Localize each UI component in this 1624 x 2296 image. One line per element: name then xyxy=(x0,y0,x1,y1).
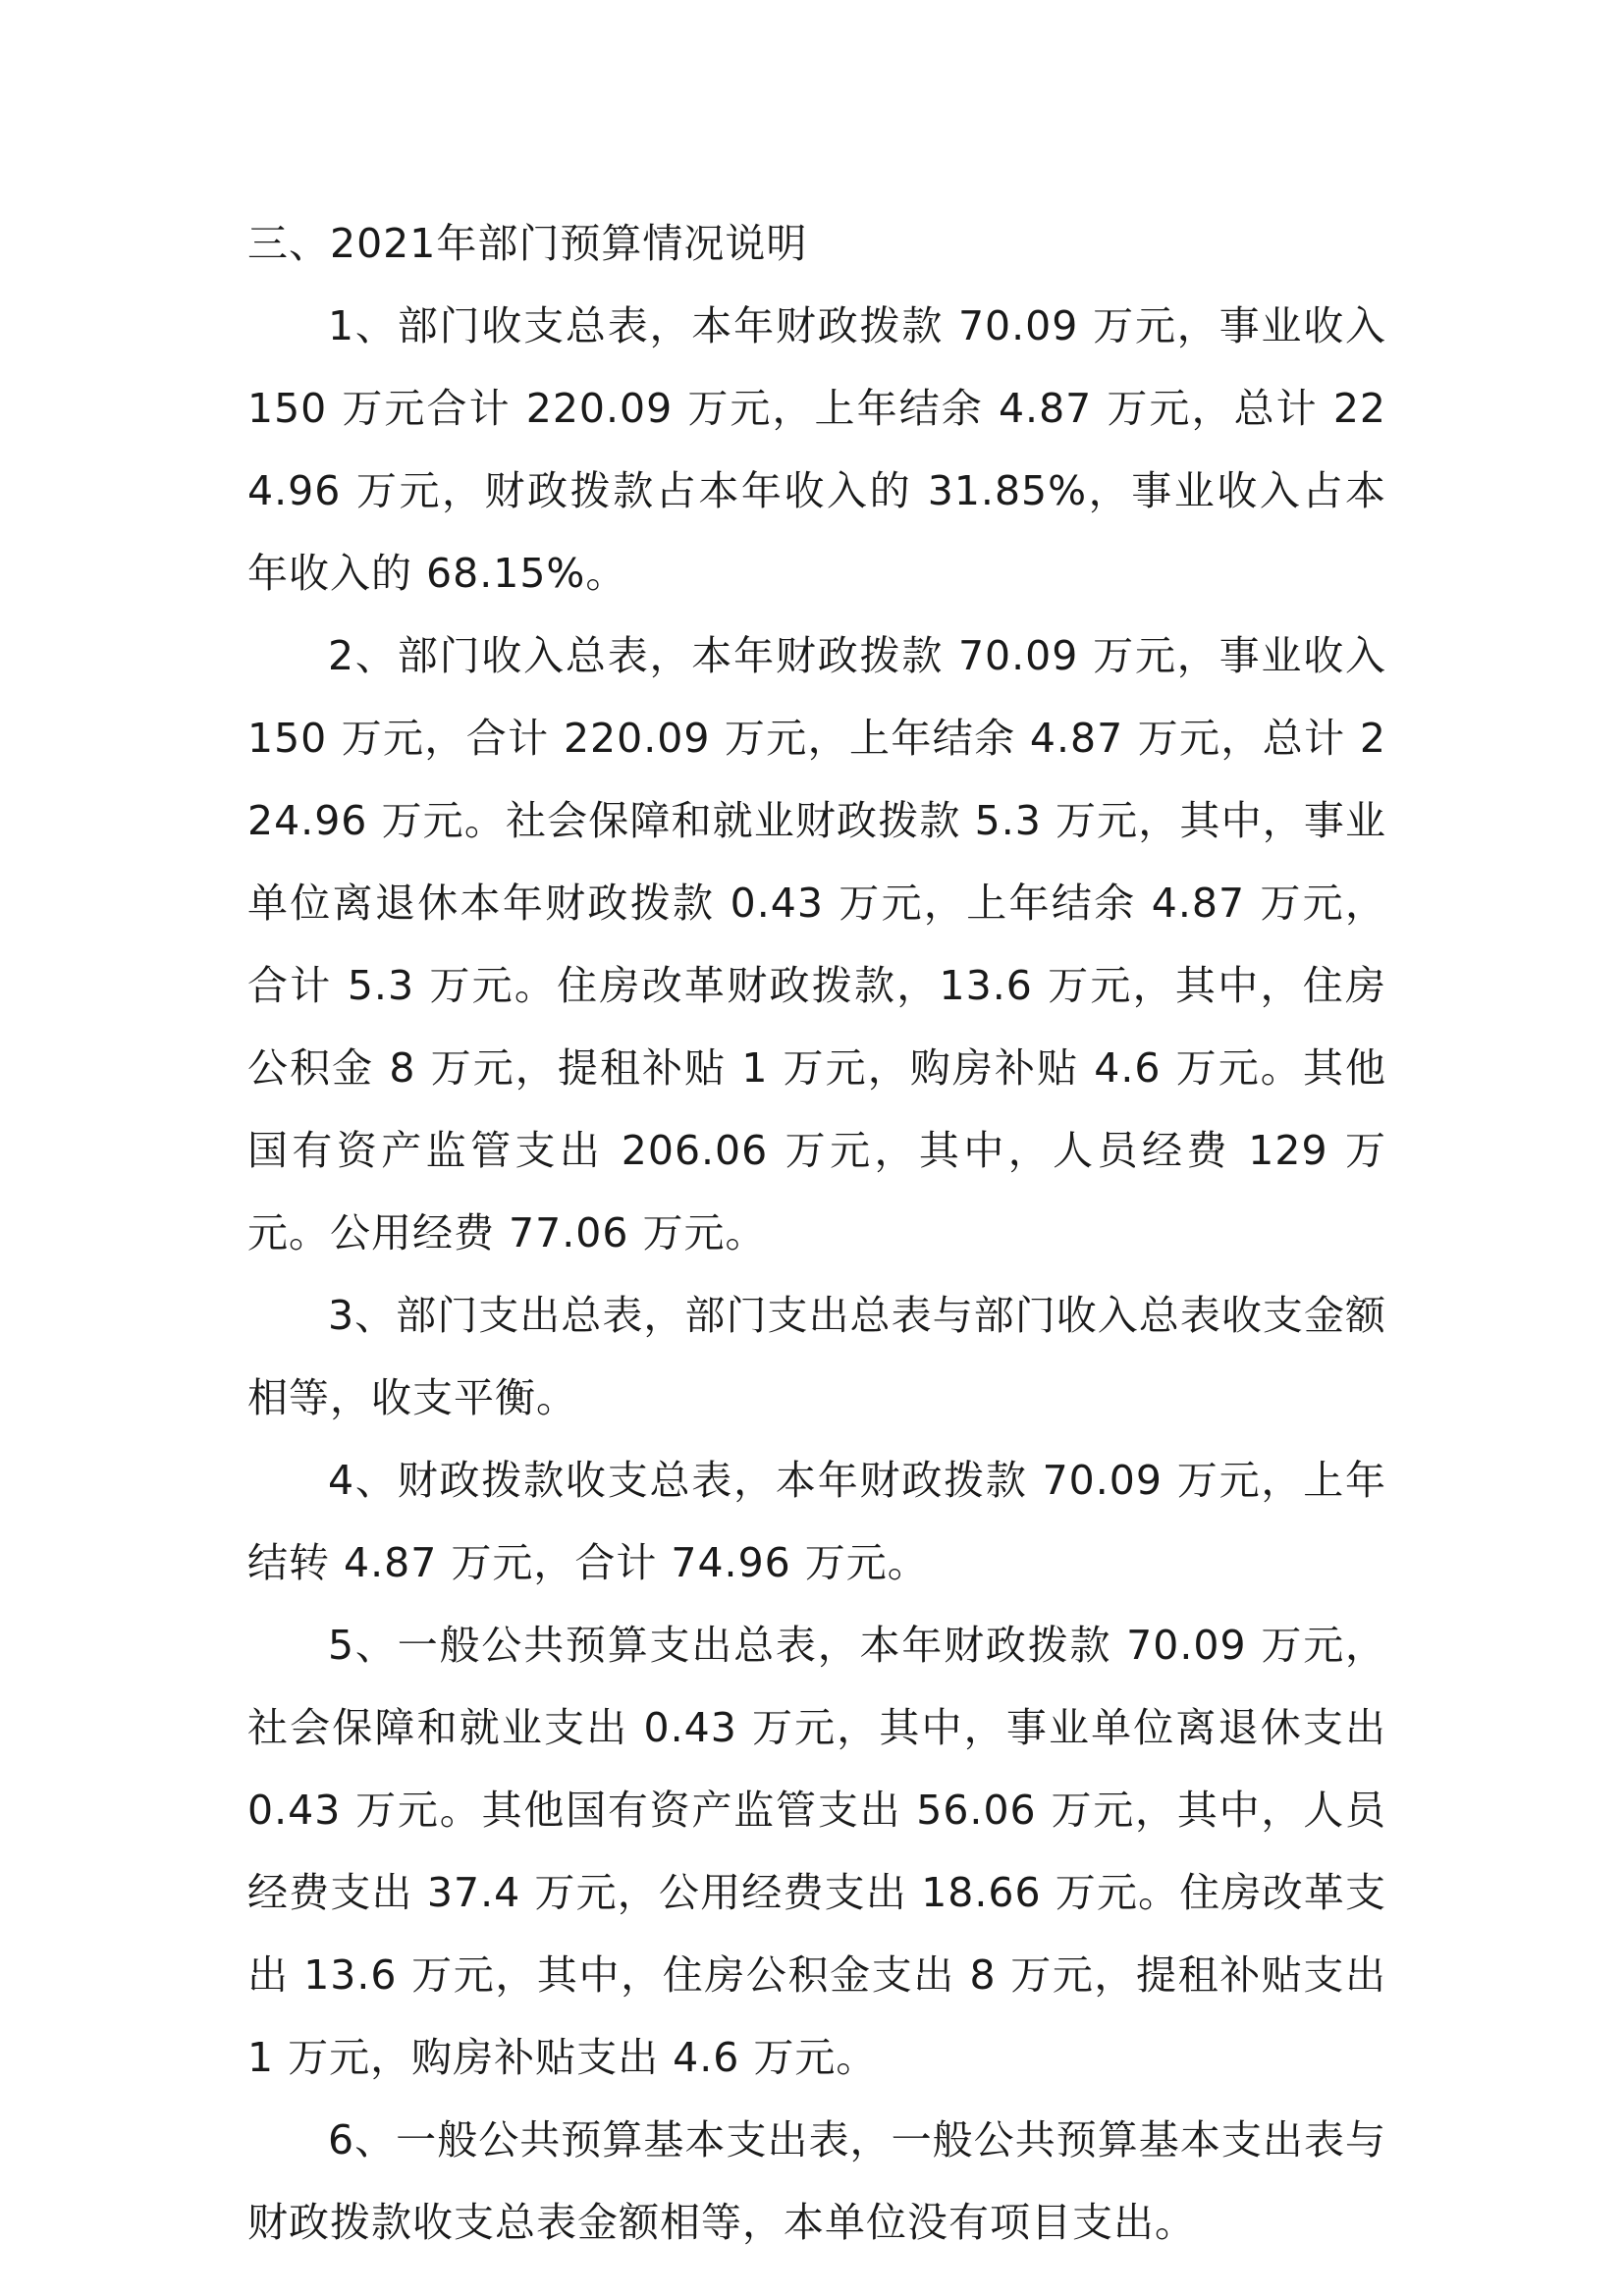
document-body xyxy=(247,202,1386,2264)
paragraph-6: 6、一般公共预算基本支出表，一般公共预算基本支出表与财政拨款收支总表金额相等，本单位没有项目支出。 xyxy=(247,2116,1386,2246)
paragraph-5: 5、一般公共预算支出总表，本年财政拨款 70.09 万元，社会保障和就业支出 0.43 万元，其中，事业单位离退休支出 0.43 万元。其他国有资产监管支出 56.06 万元，其中，人员经费支出 37.4 万元，公用经费支出 18.66 万元。住房改革支出 13.6 万元，其中，住房公积金支出 8 万元，提租补贴支出 1 万元，购房补贴支出 4.6 万元。 xyxy=(247,1622,1386,2081)
paragraph-3: 3、部门支出总表，部门支出总表与部门收入总表收支金额相等，收支平衡。 xyxy=(247,1292,1386,1421)
section-heading: 三、2021年部门预算情况说明 xyxy=(247,220,808,267)
paragraph-1: 1、部门收支总表，本年财政拨款 70.09 万元，事业收入 150 万元合计 220.09 万元，上年结余 4.87 万元，总计 224.96 万元，财政拨款占本年收入的 31.85%，事业收入占本年收入的 68.15%。 xyxy=(247,302,1386,597)
paragraph-2: 2、部门收入总表，本年财政拨款 70.09 万元，事业收入 150 万元，合计 220.09 万元，上年结余 4.87 万元，总计 224.96 万元。社会保障和就业财政拨款 5.3 万元，其中，事业单位离退休本年财政拨款 0.43 万元，上年结余 4.87 万元，合计 5.3 万元。住房改革财政拨款，13.6 万元，其中，住房公积金 8 万元，提租补贴 1 万元，购房补贴 4.6 万元。其他国有资产监管支出 206.06 万元，其中，人员经费 129 万元。公用经费 77.06 万元。 xyxy=(247,632,1386,1256)
paragraph-4: 4、财政拨款收支总表，本年财政拨款 70.09 万元，上年结转 4.87 万元，合计 74.96 万元。 xyxy=(247,1457,1386,1586)
